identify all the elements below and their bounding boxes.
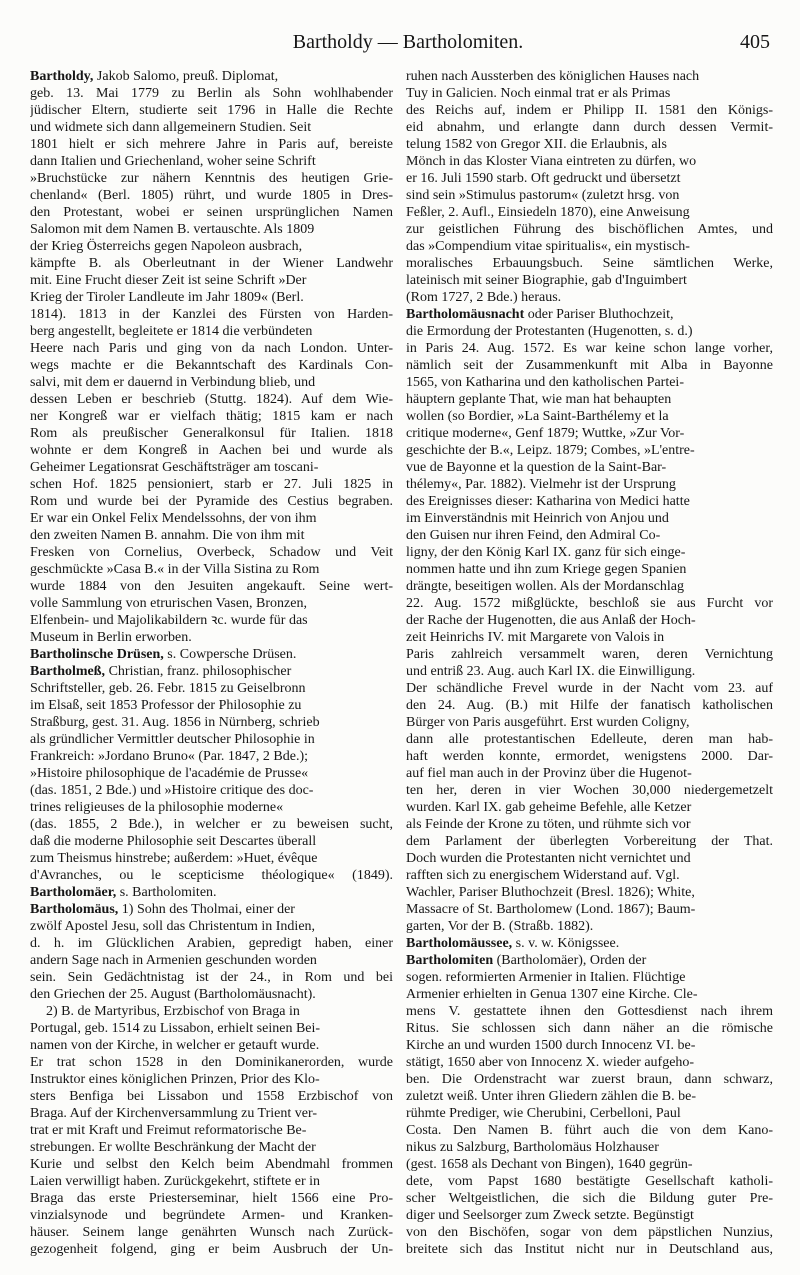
line-text: nommen hatte und ihn zum Kriege gegen Spanien <box>406 562 687 577</box>
line-text: (Rom 1727, 2 Bde.) heraus. <box>406 290 562 305</box>
text-line <box>30 1088 393 1105</box>
line-text: geschmückte »Casa B.« in der Villa Sistina zu Rom <box>30 562 320 577</box>
text-line <box>30 85 393 102</box>
text-line <box>30 459 393 476</box>
line-text: 1565, von Katharina und den katholischen Partei- <box>406 375 684 390</box>
text-line <box>406 459 773 476</box>
line-text: s. v. w. Königssee. <box>515 936 620 951</box>
line-text: drängte, beseitigen wollen. Als der Mordanschlag <box>406 579 684 594</box>
line-text: ten her, deren in vier Wochen 30,000 niedergemetzelt <box>406 783 773 798</box>
text-line <box>406 340 773 357</box>
text-line <box>406 391 773 408</box>
line-text: salvi, mit dem er dauernd in Verbindung blieb, und <box>30 375 316 390</box>
text-line <box>30 850 393 867</box>
text-line <box>406 680 773 697</box>
text-line <box>30 255 393 272</box>
page-number: 405 <box>740 31 770 53</box>
line-text: Tuy in Galicien. Noch einmal trat er als Primas <box>406 86 671 101</box>
text-line <box>406 221 773 238</box>
text-line <box>30 816 393 833</box>
line-text: und entriß 23. Aug. auch Karl IX. die Einwilligung. <box>406 664 696 679</box>
line-text: als gründlicher Vermittler deutscher Philosophie in <box>30 732 315 747</box>
text-line <box>30 510 393 527</box>
running-head: Bartholdy — Bartholomiten. <box>292 31 524 53</box>
line-text: chenland« (Berl. 1805) rührt, und wurde 1805 in Dres- <box>30 188 393 203</box>
line-text: Bürger von Paris ausgeführt. Erst wurden Coligny, <box>406 715 690 730</box>
text-line <box>30 612 393 629</box>
line-text: ruhen nach Aussterben des königlichen Hauses nach <box>406 69 700 84</box>
text-line <box>30 391 393 408</box>
line-text: häuptern geplante That, wie man hat behaupten <box>406 392 672 407</box>
text-line <box>406 867 773 884</box>
line-text: garten, Vor der B. (Straßb. 1882). <box>406 919 594 934</box>
text-line <box>30 578 393 595</box>
text-line <box>406 102 773 119</box>
line-text: d. h. im Glücklichen Arabien, gepredigt haben, einer <box>30 936 393 951</box>
text-line <box>30 1173 393 1190</box>
line-text: (Bartholomäer), Orden der <box>496 953 647 968</box>
text-line <box>30 901 393 918</box>
text-line <box>30 935 393 952</box>
text-line <box>406 748 773 765</box>
text-line <box>30 340 393 357</box>
text-line <box>406 1071 773 1088</box>
line-text: den 24. Aug. (B.) mit Hilfe der fanatisch katholischen <box>406 698 773 713</box>
text-line <box>30 1241 393 1258</box>
line-text: Heere nach Paris und ging von da nach London. Unter- <box>30 341 393 356</box>
line-text: oder Pariser Bluthochzeit, <box>527 307 674 322</box>
text-line <box>406 884 773 901</box>
line-text: den zweiten Namen B. annahm. Die von ihm mit <box>30 528 305 543</box>
line-text: »Bruchstücke zur nähern Kenntnis des heutigen Grie- <box>30 171 393 186</box>
text-line <box>30 595 393 612</box>
line-text: scher Weltgeistlichen, die sich die Bildung guter Pre- <box>406 1191 773 1206</box>
line-text: gezogenheit folgend, ging er beim Ausbruch der Un- <box>30 1242 393 1257</box>
right-column <box>406 68 773 1258</box>
line-text: rühmte Prediger, wie Cherubini, Cerbelloni, Paul <box>406 1106 681 1121</box>
text-line <box>406 153 773 170</box>
text-line <box>406 561 773 578</box>
entry-headword: Bartholomäer, <box>30 885 117 900</box>
line-text: 2) B. de Martyribus, Erzbischof von Braga in <box>46 1004 300 1019</box>
line-text: sein. Sein Gedächtnistag ist der 24., in Rom und bei <box>30 970 393 985</box>
line-text: Krieg der Tiroler Landleute im Jahr 1809« (Berl. <box>30 290 304 305</box>
text-line <box>30 952 393 969</box>
text-line <box>406 918 773 935</box>
line-text: die Ermordung der Protestanten (Hugenotten, s. d.) <box>406 324 693 339</box>
text-line <box>406 1207 773 1224</box>
text-line <box>30 493 393 510</box>
line-text: diger und Seelsorger zum Zweck setzte. Begünstigt <box>406 1208 694 1223</box>
line-text: sogen. reformierten Armenier in Italien. Flüchtige <box>406 970 686 985</box>
text-line <box>30 663 393 680</box>
line-text: dem Parlament der überlegten Vorbereitung der That. <box>406 834 773 849</box>
text-line <box>30 680 393 697</box>
text-line <box>406 136 773 153</box>
line-text: Er war ein Onkel Felix Mendelssohns, der von ihm <box>30 511 317 526</box>
text-line <box>30 408 393 425</box>
text-line <box>30 1003 393 1020</box>
line-text: des Ereignisses dieser: Katharina von Medici hatte <box>406 494 690 509</box>
line-text: Portugal, geb. 1514 zu Lissabon, erhielt seinen Bei- <box>30 1021 321 1036</box>
text-line <box>406 442 773 459</box>
text-line <box>30 204 393 221</box>
text-line <box>30 170 393 187</box>
line-text: der Krieg Österreichs gegen Napoleon ausbrach, <box>30 239 303 254</box>
text-line <box>30 748 393 765</box>
text-line <box>30 1139 393 1156</box>
text-line <box>30 527 393 544</box>
line-text: dann Italien und Griechenland, woher seine Schrift <box>30 154 316 169</box>
text-line <box>406 952 773 969</box>
text-line <box>406 816 773 833</box>
line-text: Doch wurden die Protestanten nicht vernichtet und <box>406 851 691 866</box>
line-text: zur geistlichen Führung des bischöflichen Amtes, und <box>406 222 773 237</box>
text-line <box>30 272 393 289</box>
text-line <box>30 442 393 459</box>
text-line <box>406 1122 773 1139</box>
text-line <box>406 1054 773 1071</box>
line-text: mit. Eine Frucht dieser Zeit ist seine Schrift »Der <box>30 273 307 288</box>
line-text: critique moderne«, Genf 1879; Wuttke, »Zur Vor- <box>406 426 685 441</box>
text-line <box>406 969 773 986</box>
line-text: Wachler, Pariser Bluthochzeit (Bresl. 1826); White, <box>406 885 695 900</box>
text-line <box>30 238 393 255</box>
text-line <box>30 68 393 85</box>
text-line <box>406 170 773 187</box>
text-line <box>30 1190 393 1207</box>
entry-headword: Bartholomiten <box>406 953 494 968</box>
text-line <box>406 1173 773 1190</box>
line-text: jüdischer Eltern, studierte seit 1796 in Halle die Rechte <box>30 103 393 118</box>
text-line <box>406 357 773 374</box>
line-text: auf fiel man auch in der Provinz über die Hugenot- <box>406 766 692 781</box>
text-line <box>406 646 773 663</box>
line-text: Braga. Auf der Kirchenversammlung zu Trient ver- <box>30 1106 318 1121</box>
line-text: dann alle protestantischen Edelleute, deren man hab- <box>406 732 773 747</box>
text-line <box>30 289 393 306</box>
line-text: den Guisen nur ihren Feind, den Admiral Co- <box>406 528 661 543</box>
text-line <box>30 765 393 782</box>
line-text: nikus zu Salzburg, Bartholomäus Holzhauser <box>406 1140 659 1155</box>
text-line <box>406 901 773 918</box>
line-text: Armenier erhielten in Genua 1307 eine Kirche. Cle- <box>406 987 698 1002</box>
line-text: s. Cowpersche Drüsen. <box>167 647 297 662</box>
line-text: Rom als preußischer Generalkonsul für Italien. 1818 <box>30 426 393 441</box>
text-line <box>406 272 773 289</box>
text-line <box>406 1105 773 1122</box>
text-line <box>30 374 393 391</box>
text-line <box>30 969 393 986</box>
text-line <box>30 306 393 323</box>
text-line <box>30 153 393 170</box>
text-line <box>30 697 393 714</box>
line-text: 22. Aug. 1572 mißglückte, beschloß sie aus Furcht vor <box>406 596 773 611</box>
line-text: wollen (so Bordier, »La Saint-Barthélemy et la <box>406 409 669 424</box>
line-text: moralisches Erbauungsbuch. Seine sämtlichen Werke, <box>406 256 773 271</box>
text-line <box>30 1020 393 1037</box>
text-line <box>406 1020 773 1037</box>
text-line <box>30 1207 393 1224</box>
entry-headword: Bartholinsche Drüsen, <box>30 647 164 662</box>
text-line <box>30 221 393 238</box>
line-text: 1801 hielt er sich mehrere Jahre in Paris auf, bereiste <box>30 137 393 152</box>
line-text: kämpfte B. als Oberleutnant in der Wiener Landwehr <box>30 256 393 271</box>
line-text: Massacre of St. Bartholomew (Lond. 1867); Baum- <box>406 902 696 917</box>
text-line <box>30 187 393 204</box>
line-text: häuser. Seinem lange genährten Wunsch nach Zurück- <box>30 1225 393 1240</box>
line-text: volle Sammlung von etrurischen Vasen, Bronzen, <box>30 596 307 611</box>
entry-headword: Bartholomäus, <box>30 902 119 917</box>
line-text: berg angestellt, begleitete er 1814 die verbündeten <box>30 324 313 339</box>
line-text: wegs machte er die Bekanntschaft des Kardinals Con- <box>30 358 393 373</box>
line-text: s. Bartholomiten. <box>119 885 217 900</box>
line-text: zeit Heinrichs IV. mit Margarete von Valois in <box>406 630 665 645</box>
line-text: trines religieuses de la philosophie moderne« <box>30 800 284 815</box>
text-line <box>406 612 773 629</box>
line-text: Paris zahlreich versammelt waren, deren Vernichtung <box>406 647 773 662</box>
line-text: als Feinde der Krone zu töten, und rühmte sich vor <box>406 817 691 832</box>
line-text: das »Compendium vitae spiritualis«, ein mystisch- <box>406 239 690 254</box>
line-text: 1) Sohn des Tholmai, einer der <box>121 902 295 917</box>
line-text: Mönch in das Kloster Viana eintreten zu dürfen, wo <box>406 154 697 169</box>
line-text: dessen Leben er beschrieb (Stuttg. 1824). Auf dem Wie- <box>30 392 393 407</box>
text-line <box>30 1054 393 1071</box>
line-text: nämlich seit der Zusammenkunft mit Alba in Bayonne <box>406 358 773 373</box>
text-line <box>30 1037 393 1054</box>
line-text: (das. 1851, 2 Bde.) und »Histoire critique des doc- <box>30 783 314 798</box>
text-line <box>30 833 393 850</box>
text-line <box>30 986 393 1003</box>
line-text: Salomon mit dem Namen B. vertauschte. Als 1809 <box>30 222 315 237</box>
text-line <box>406 493 773 510</box>
line-text: eid abnahm, und erlangte dann durch dessen Vermit- <box>406 120 773 135</box>
text-line <box>406 85 773 102</box>
line-text: ben. Die Ordenstracht war zuerst braun, dann schwarz, <box>406 1072 773 1087</box>
text-line <box>30 1122 393 1139</box>
line-text: Fresken von Cornelius, Overbeck, Schadow und Veit <box>30 545 393 560</box>
text-line <box>30 323 393 340</box>
line-text: Costa. Den Namen B. führt auch die von dem Kano- <box>406 1123 773 1138</box>
line-text: andern Sage nach in Armenien geschunden worden <box>30 953 317 968</box>
text-line <box>30 714 393 731</box>
line-text: strebungen. Er wollte Beschränkung der Macht der <box>30 1140 316 1155</box>
text-line <box>406 1224 773 1241</box>
text-line <box>30 561 393 578</box>
text-line <box>406 629 773 646</box>
text-line <box>406 1156 773 1173</box>
text-line <box>406 510 773 527</box>
text-line <box>406 238 773 255</box>
line-text: Schriftsteller, geb. 26. Febr. 1815 zu Geiselbronn <box>30 681 306 696</box>
line-text: Jakob Salomo, preuß. Diplomat, <box>96 69 279 84</box>
line-text: zwölf Apostel Jesu, soll das Christentum in Indien, <box>30 919 316 934</box>
line-text: im Elsaß, seit 1853 Professor der Philosophie zu <box>30 698 302 713</box>
line-text: Rom und wurde bei der Pyramide des Cestius begraben. <box>30 494 393 509</box>
text-line <box>30 629 393 646</box>
line-text: Museum in Berlin erworben. <box>30 630 192 645</box>
line-text: er 16. Juli 1590 starb. Oft gedruckt und übersetzt <box>406 171 681 186</box>
line-text: zum Theismus hinstrebe; außerdem: »Huet, évêque <box>30 851 318 866</box>
text-line <box>406 119 773 136</box>
line-text: in Paris 24. Aug. 1572. Es war keine schon lange vorher, <box>406 341 773 356</box>
text-line <box>406 850 773 867</box>
line-text: breitete sich das Institut nicht nur in Deutschland aus, <box>406 1242 773 1257</box>
text-line <box>30 646 393 663</box>
line-text: lateinisch mit seiner Biographie, gab d'Inguimbert <box>406 273 687 288</box>
line-text: den Griechen der 25. August (Bartholomäusnacht). <box>30 987 316 1002</box>
line-text: (das. 1855, 2 Bde.), in welcher er zu beweisen sucht, <box>30 817 393 832</box>
line-text: Straßburg, gest. 31. Aug. 1856 in Nürnberg, schrieb <box>30 715 320 730</box>
line-text: namen von der Kirche, in welcher er getauft wurde. <box>30 1038 320 1053</box>
text-line <box>30 1105 393 1122</box>
line-text: 1814). 1813 in der Kanzlei des Fürsten von Harden- <box>30 307 393 322</box>
entry-headword: Bartholomäussee, <box>406 936 513 951</box>
line-text: »Histoire philosophique de l'académie de Prusse« <box>30 766 309 781</box>
line-text: geb. 13. Mai 1779 zu Berlin als Sohn wohlhabender <box>30 86 393 101</box>
text-line <box>406 306 773 323</box>
line-text: trat er mit Kraft und Freimut reformatorische Be- <box>30 1123 307 1138</box>
line-text: den Protestant, wobei er seinen ursprünglichen Namen <box>30 205 393 220</box>
entry-headword: Bartholdy, <box>30 69 94 84</box>
text-line <box>406 578 773 595</box>
line-text: dete, vom Papst 1680 bestätigte Gesellschaft katholi- <box>406 1174 773 1189</box>
text-line <box>406 1139 773 1156</box>
text-line <box>406 425 773 442</box>
line-text: Elfenbein- und Majolikabildern ꝛc. wurde für das <box>30 613 308 628</box>
line-text: ner Kongreß war er vielfach thätig; 1815 kam er nach <box>30 409 393 424</box>
text-line <box>406 697 773 714</box>
text-line <box>406 1003 773 1020</box>
text-line <box>30 884 393 901</box>
line-text: vinzialsynode und begründete Armen- und Kranken- <box>30 1208 393 1223</box>
text-line <box>30 731 393 748</box>
text-line <box>406 374 773 391</box>
line-text: vue de Bayonne et la question de la Saint-Bar- <box>406 460 667 475</box>
line-text: Er trat schon 1528 in den Dominikanerorden, wurde <box>30 1055 393 1070</box>
text-line <box>406 731 773 748</box>
text-line <box>30 1156 393 1173</box>
text-line <box>30 799 393 816</box>
line-text: (gest. 1658 als Dechant von Bingen), 1640 gegrün- <box>406 1157 693 1172</box>
text-line <box>406 714 773 731</box>
text-line <box>406 527 773 544</box>
text-line <box>406 255 773 272</box>
text-line <box>30 119 393 136</box>
text-line <box>406 289 773 306</box>
text-line <box>406 408 773 425</box>
text-line <box>30 544 393 561</box>
text-line <box>30 1071 393 1088</box>
line-text: sind sein »Stimulus pastorum« (zuletzt hrsg. von <box>406 188 680 203</box>
line-text: stätigt, 1650 aber von Innocenz X. wieder aufgeho- <box>406 1055 695 1070</box>
text-line <box>406 204 773 221</box>
line-text: wohnte er dem Kongreß in Aachen bei und wurde als <box>30 443 393 458</box>
left-column <box>30 68 393 1258</box>
line-text: Christian, franz. philosophischer <box>108 664 292 679</box>
line-text: telung 1582 von Gregor XII. die Erlaubnis, als <box>406 137 667 152</box>
text-line <box>406 1241 773 1258</box>
text-line <box>406 1088 773 1105</box>
text-line <box>406 935 773 952</box>
line-text: Der schändliche Frevel wurde in der Nacht vom 23. auf <box>406 681 773 696</box>
line-text: haft werden konnte, ermordet, wenigstens 2000. Dar- <box>406 749 773 764</box>
text-line <box>406 765 773 782</box>
line-text: thélemy«, Par. 1882). Vielmehr ist der Ursprung <box>406 477 676 492</box>
line-text: daß die moderne Philosophie seit Descartes überall <box>30 834 317 849</box>
line-text: Frankreich: »Jordano Bruno« (Par. 1847, 2 Bde.); <box>30 749 309 764</box>
text-line <box>406 323 773 340</box>
text-line <box>30 425 393 442</box>
text-line <box>406 595 773 612</box>
text-line <box>406 833 773 850</box>
line-text: rafften sich zu energischem Widerstand auf. Vgl. <box>406 868 680 883</box>
text-line <box>30 782 393 799</box>
line-text: im Einverständnis mit Heinrich von Anjou und <box>406 511 669 526</box>
line-text: Kirche an und wurden 1500 durch Innocenz VI. be- <box>406 1038 696 1053</box>
text-line <box>406 986 773 1003</box>
text-line <box>406 476 773 493</box>
line-text: Feßler, 2. Aufl., Einsiedeln 1870), eine Anweisung <box>406 205 690 220</box>
text-line <box>406 544 773 561</box>
line-text: geschichte der B.«, Leipz. 1879; Combes, »L'entre- <box>406 443 695 458</box>
line-text: wurde 1884 von den Jesuiten angekauft. Seine wert- <box>30 579 393 594</box>
line-text: mens V. gestattete ihnen den Gottesdienst nach ihrem <box>406 1004 773 1019</box>
text-line <box>406 1037 773 1054</box>
text-line <box>30 1224 393 1241</box>
line-text: zuletzt weiß. Unter ihren Gliedern zählen die B. be- <box>406 1089 696 1104</box>
text-line <box>406 187 773 204</box>
line-text: Braga das erste Priesterseminar, hielt 1566 eine Pro- <box>30 1191 393 1206</box>
entry-headword: Bartholomäusnacht <box>406 307 525 322</box>
line-text: Geheimer Legationsrat Geschäftsträger am toscani- <box>30 460 319 475</box>
text-line <box>30 867 393 884</box>
line-text: d'Avranches, ou le scepticisme théologique« (1849). <box>30 868 393 883</box>
line-text: von den Bischöfen, sogar von dem päpstlichen Nunzius, <box>406 1225 773 1240</box>
text-line <box>406 663 773 680</box>
text-line <box>30 102 393 119</box>
line-text: sters Benfiga bei Lissabon und 1558 Erzbischof von <box>30 1089 393 1104</box>
text-line <box>406 68 773 85</box>
text-line <box>406 1190 773 1207</box>
text-line <box>406 782 773 799</box>
text-line <box>30 918 393 935</box>
line-text: Laien verwilligt haben. Zurückgekehrt, stiftete er in <box>30 1174 321 1189</box>
text-line <box>30 476 393 493</box>
line-text: Kurie und selbst den Kelch beim Abendmahl frommen <box>30 1157 393 1172</box>
entry-headword: Bartholmeß, <box>30 664 106 679</box>
text-line <box>30 136 393 153</box>
text-line <box>406 799 773 816</box>
line-text: Instruktor eines königlichen Prinzen, Prior des Klo- <box>30 1072 320 1087</box>
line-text: wurden. Karl IX. gab geheime Befehle, alle Ketzer <box>406 800 692 815</box>
line-text: und widmete sich dann allgemeinern Studien. Seit <box>30 120 312 135</box>
line-text: Ritus. Sie schlossen sich dann näher an die römische <box>406 1021 773 1036</box>
line-text: des Reichs auf, indem er Philipp II. 1581 den Königs- <box>406 103 773 118</box>
line-text: der Rache der Hugenotten, die aus Anlaß der Hoch- <box>406 613 696 628</box>
text-line <box>30 357 393 374</box>
line-text: ligny, der den König Karl IX. ganz für sich einge- <box>406 545 686 560</box>
line-text: schen Hof. 1825 pensioniert, starb er 27. Juli 1825 in <box>30 477 393 492</box>
